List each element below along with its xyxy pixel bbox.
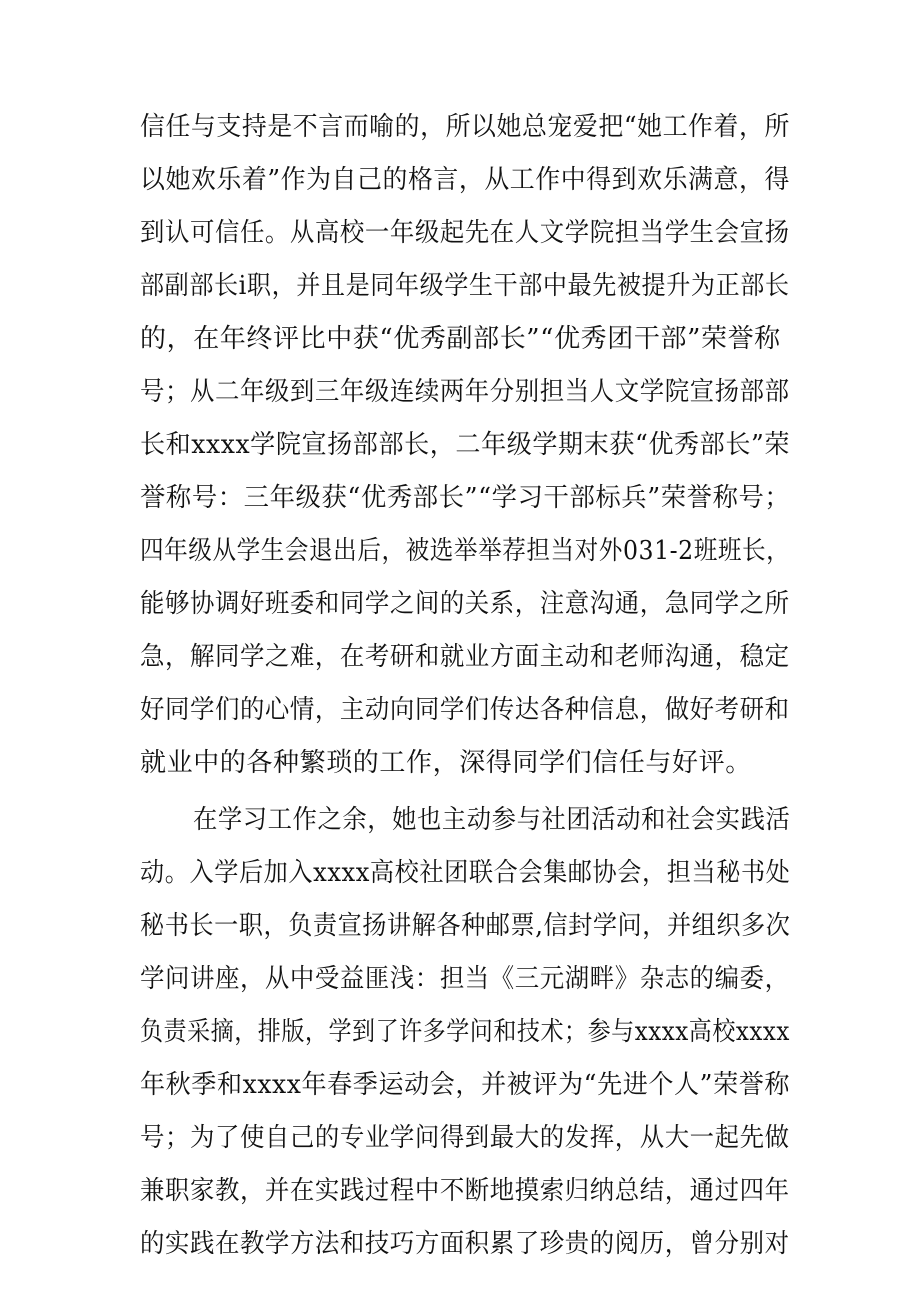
text-line: 号；为了使自己的专业学问得到最大的发挥，从大一起先做 xyxy=(140,1123,790,1153)
text-line: 动。入学后加入xxxx高校社团联合会集邮协会，担当秘书处 xyxy=(140,858,791,888)
text-line: 以她欢乐着”作为自己的格言，从工作中得到欢乐满意，得 xyxy=(140,165,790,195)
text-line: 能够协调好班委和同学之间的关系，注意沟通，急同学之所 xyxy=(140,589,790,619)
text-line: 长和xxxx学院宣扬部部长，二年级学期末获“优秀部长”荣 xyxy=(140,430,791,460)
text-line: 的实践在教学方法和技巧方面积累了珍贵的阅历，曾分别对 xyxy=(140,1229,790,1259)
text-line: 信任与支持是不言而喻的，所以她总宠爱把“她工作着，所 xyxy=(140,112,790,142)
text-line: 誉称号：三年级获“优秀部长”“学习干部标兵”荣誉称号； xyxy=(140,483,791,513)
text-line: 负责采摘，排版，学到了许多学问和技术；参与xxxx高校xxxx xyxy=(140,1017,790,1047)
text-line: 秘书长一职，负责宣扬讲解各种邮票,信封学问，并组织多次 xyxy=(140,911,791,941)
text-line: 急，解同学之难，在考研和就业方面主动和老师沟通，稳定 xyxy=(140,642,790,672)
text-line: 部副部长i职，并且是同年级学生干部中最先被提升为正部长 xyxy=(140,271,790,301)
text-line: 好同学们的心情，主动向同学们传达各种信息，做好考研和 xyxy=(140,695,790,725)
text-line: 到认可信任。从高校一年级起先在人文学院担当学生会宣扬 xyxy=(140,218,790,248)
text-line: 年秋季和xxxx年春季运动会，并被评为“先进个人”荣誉称 xyxy=(140,1070,791,1100)
text-line: 四年级从学生会退出后，被选举举荐担当对外031-2班班长， xyxy=(140,536,791,566)
text-line: 的，在年终评比中获“优秀副部长”“优秀团干部”荣誉称 xyxy=(140,324,781,354)
text-line: 学问讲座，从中受益匪浅：担当《三元湖畔》杂志的编委， xyxy=(140,964,790,994)
text-line: 号；从二年级到三年级连续两年分别担当人文学院宣扬部部 xyxy=(140,377,790,407)
text-line: 兼职家教，并在实践过程中不断地摸索归纳总结，通过四年 xyxy=(140,1176,790,1206)
text-line: 就业中的各种繁琐的工作，深得同学们信任与好评。 xyxy=(140,748,752,778)
text-line: 在学习工作之余，她也主动参与社团活动和社会实践活 xyxy=(193,805,791,835)
